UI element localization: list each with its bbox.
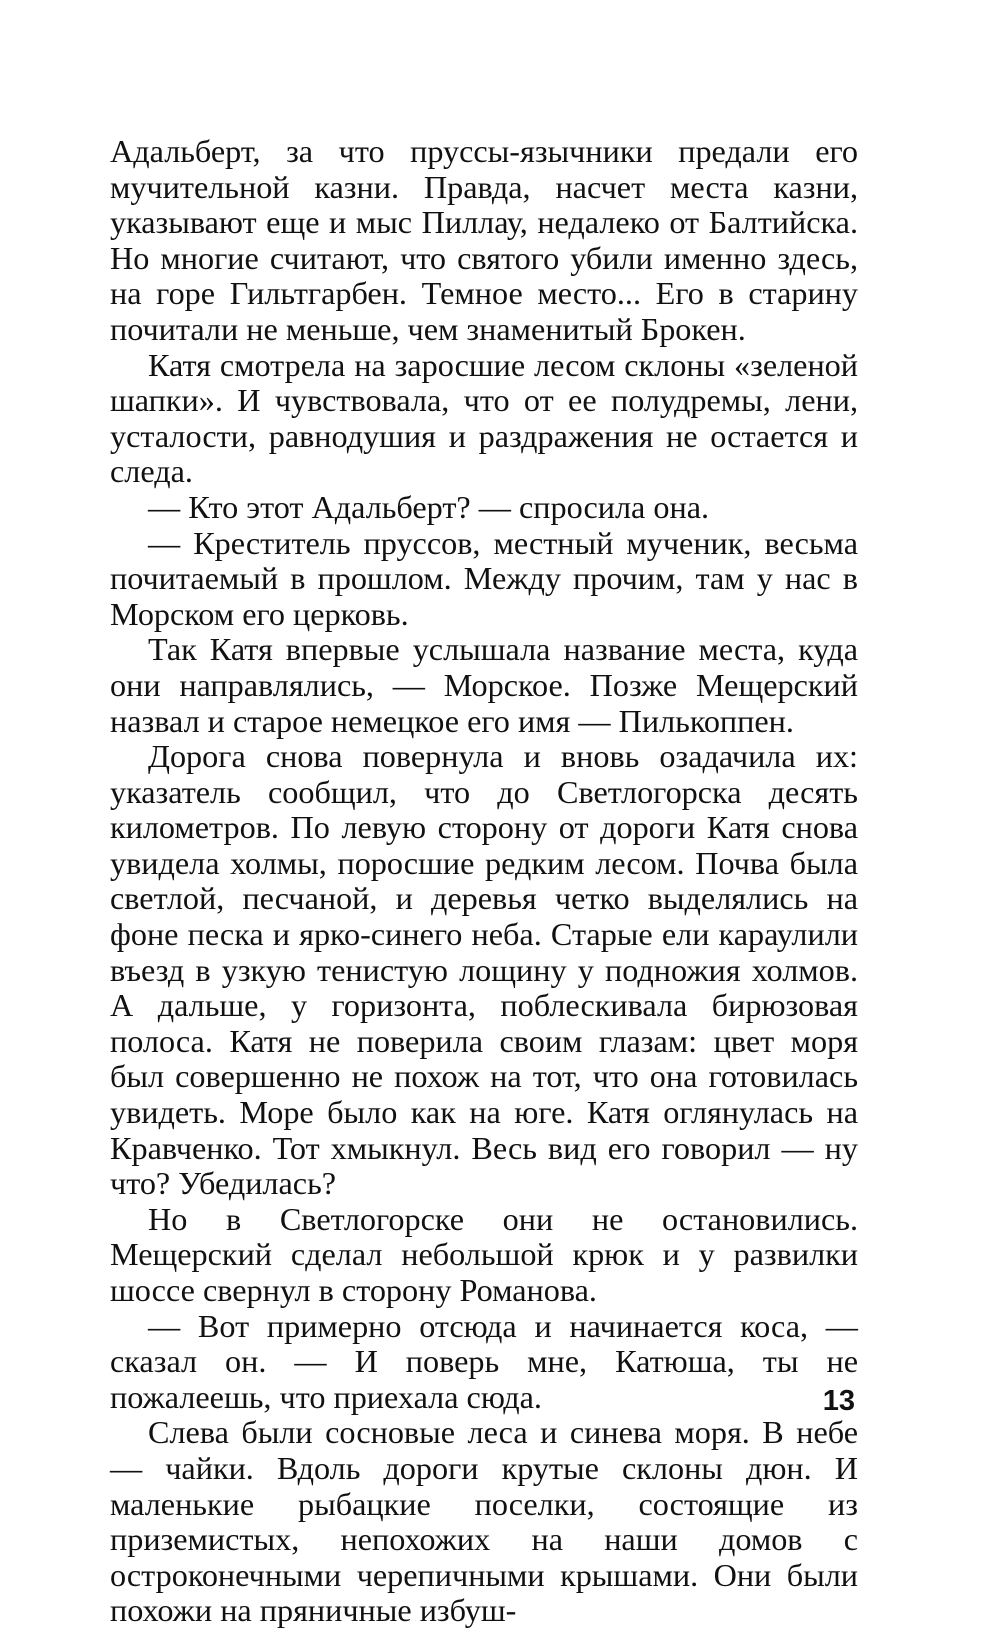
paragraph-8: — Вот примерно отсюда и начинается коса, — сказал он. — И поверь мне, Катюша, ты не пожалеешь, что приехала сюда.: [110, 1307, 858, 1415]
paragraph-1: Адальберт, за что пруссы-язычники предали его мучительной казни. Правда, насчет места казни, указывают еще и мыс Пиллау, недалеко от Балтийска. Но многие считают, что святого убили именно здесь, на горе Гильтгарбен. Темное место... Его в старину почитали не меньше, чем знаменитый Брокен.: [110, 133, 858, 347]
page-number: 13: [822, 1385, 855, 1417]
body-text: [110, 134, 858, 1629]
paragraph-5: Так Катя впервые услышала название места, куда они направлялись, — Морское. Позже Мещерский назвал и старое немецкое его имя — Пилькоппен.: [110, 631, 858, 739]
paragraph-7: Но в Светлогорске они не остановились. Мещерский сделал небольшой крюк и у развилки шоссе свернул в сторону Романова.: [110, 1200, 858, 1308]
paragraph-2: Катя смотрела на заросшие лесом склоны «зеленой шапки». И чувствовала, что от ее полудремы, лени, усталости, равнодушия и раздражения не остается и следа.: [110, 346, 858, 490]
paragraph-4: — Креститель пруссов, местный мученик, весьма почитаемый в прошлом. Между прочим, там у нас в Морском его церковь.: [110, 524, 858, 632]
paragraph-9: Слева были сосновые леса и синева моря. В небе — чайки. Вдоль дороги крутые склоны дюн. И маленькие рыбацкие поселки, состоящие из приземистых, непохожих на наши домов с остроконечными черепичными крышами. Они были похожи на пряничные избуш-: [110, 1414, 858, 1629]
paragraph-6: Дорога снова повернула и вновь озадачила их: указатель сообщил, что до Светлогорска десять километров. По левую сторону от дороги Катя снова увидела холмы, поросшие редким лесом. Почва была светлой, песчаной, и деревья четко выделялись на фоне песка и ярко-синего неба. Старые ели караулили въезд в узкую тенистую лощину у подножия холмов. А дальше, у горизонта, поблескивала бирюзовая полоса. Катя не поверила своим глазам: цвет моря был совершенно не похож на тот, что она готовилась увидеть. Море было как на юге. Катя оглянулась на Кравченко. Тот хмыкнул. Весь вид его говорил — ну что? Убедилась?: [110, 738, 858, 1202]
paragraph-3: — Кто этот Адальберт? — спросила она.: [148, 488, 710, 525]
